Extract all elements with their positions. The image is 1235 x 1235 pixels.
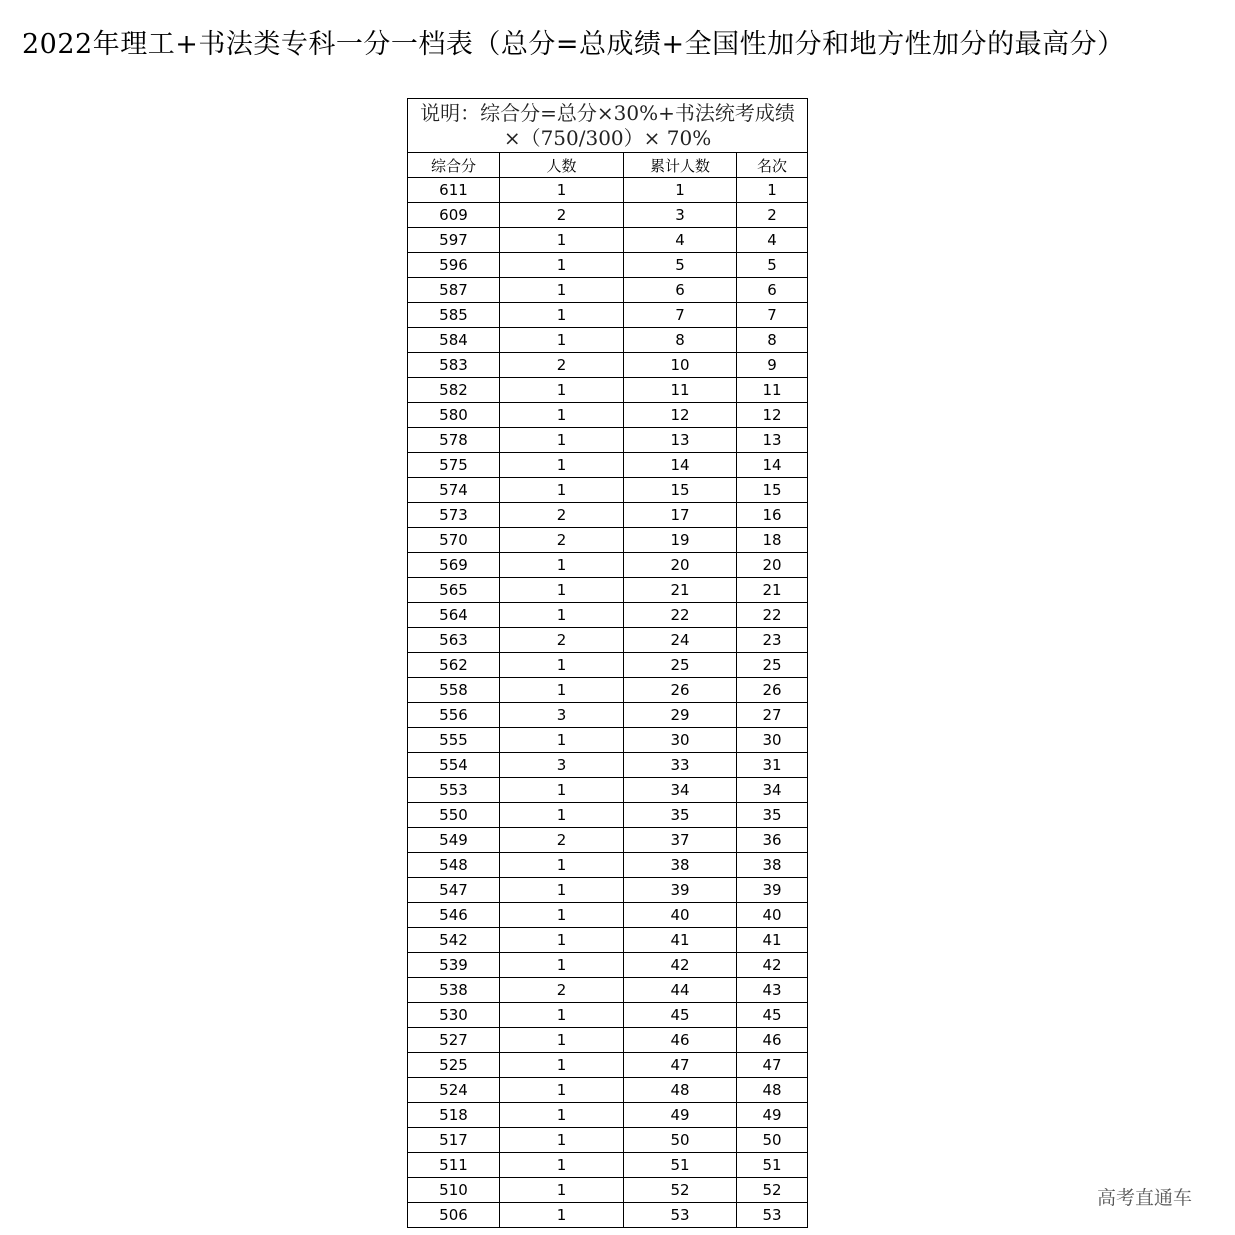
cell-rank: 50 <box>737 1128 808 1153</box>
cell-composite-score: 596 <box>408 253 500 278</box>
cell-count: 1 <box>500 653 624 678</box>
table-row <box>408 1078 808 1103</box>
table-row <box>408 478 808 503</box>
cell-composite-score: 524 <box>408 1078 500 1103</box>
cell-cumulative: 46 <box>624 1028 737 1053</box>
cell-rank: 20 <box>737 553 808 578</box>
cell-count: 2 <box>500 828 624 853</box>
cell-count: 1 <box>500 853 624 878</box>
cell-composite-score: 546 <box>408 903 500 928</box>
cell-cumulative: 41 <box>624 928 737 953</box>
cell-rank: 43 <box>737 978 808 1003</box>
cell-rank: 4 <box>737 228 808 253</box>
cell-cumulative: 42 <box>624 953 737 978</box>
cell-cumulative: 13 <box>624 428 737 453</box>
cell-count: 1 <box>500 1178 624 1203</box>
cell-composite-score: 539 <box>408 953 500 978</box>
cell-composite-score: 583 <box>408 353 500 378</box>
column-header-count: 人数 <box>500 153 624 178</box>
cell-rank: 53 <box>737 1203 808 1228</box>
cell-count: 1 <box>500 253 624 278</box>
table-row <box>408 728 808 753</box>
cell-rank: 51 <box>737 1153 808 1178</box>
cell-count: 1 <box>500 1003 624 1028</box>
table-body <box>408 178 808 1228</box>
cell-composite-score: 554 <box>408 753 500 778</box>
cell-rank: 45 <box>737 1003 808 1028</box>
cell-count: 1 <box>500 928 624 953</box>
table-row <box>408 303 808 328</box>
table-row <box>408 1128 808 1153</box>
cell-cumulative: 25 <box>624 653 737 678</box>
cell-composite-score: 517 <box>408 1128 500 1153</box>
cell-rank: 21 <box>737 578 808 603</box>
table-row <box>408 553 808 578</box>
cell-count: 1 <box>500 578 624 603</box>
cell-cumulative: 22 <box>624 603 737 628</box>
cell-composite-score: 562 <box>408 653 500 678</box>
cell-composite-score: 565 <box>408 578 500 603</box>
cell-composite-score: 580 <box>408 403 500 428</box>
cell-count: 1 <box>500 1028 624 1053</box>
cell-cumulative: 3 <box>624 203 737 228</box>
cell-rank: 15 <box>737 478 808 503</box>
table-row <box>408 228 808 253</box>
cell-count: 2 <box>500 503 624 528</box>
cell-count: 2 <box>500 978 624 1003</box>
cell-count: 1 <box>500 1153 624 1178</box>
cell-count: 1 <box>500 553 624 578</box>
watermark: 高考直通车 <box>1097 1187 1193 1209</box>
cell-rank: 26 <box>737 678 808 703</box>
cell-cumulative: 17 <box>624 503 737 528</box>
table-row <box>408 353 808 378</box>
table-note-line-1: 说明：综合分=总分×30%+书法统考成绩 <box>420 100 795 125</box>
cell-cumulative: 19 <box>624 528 737 553</box>
cell-cumulative: 11 <box>624 378 737 403</box>
cell-composite-score: 578 <box>408 428 500 453</box>
cell-count: 1 <box>500 1128 624 1153</box>
cell-count: 1 <box>500 328 624 353</box>
cell-rank: 52 <box>737 1178 808 1203</box>
table-note-line-2: ×（750/300）× 70% <box>503 125 712 150</box>
table-row <box>408 428 808 453</box>
cell-cumulative: 12 <box>624 403 737 428</box>
cell-composite-score: 511 <box>408 1153 500 1178</box>
cell-composite-score: 564 <box>408 603 500 628</box>
cell-rank: 1 <box>737 178 808 203</box>
cell-composite-score: 582 <box>408 378 500 403</box>
cell-count: 2 <box>500 353 624 378</box>
table-row <box>408 678 808 703</box>
table-row <box>408 328 808 353</box>
cell-cumulative: 51 <box>624 1153 737 1178</box>
cell-composite-score: 550 <box>408 803 500 828</box>
table-row <box>408 403 808 428</box>
cell-count: 1 <box>500 278 624 303</box>
cell-cumulative: 34 <box>624 778 737 803</box>
cell-composite-score: 530 <box>408 1003 500 1028</box>
table-row <box>408 453 808 478</box>
cell-cumulative: 48 <box>624 1078 737 1103</box>
cell-count: 1 <box>500 1203 624 1228</box>
cell-rank: 22 <box>737 603 808 628</box>
cell-count: 1 <box>500 1103 624 1128</box>
cell-rank: 5 <box>737 253 808 278</box>
table-row <box>408 928 808 953</box>
cell-cumulative: 21 <box>624 578 737 603</box>
table-row <box>408 1028 808 1053</box>
cell-composite-score: 587 <box>408 278 500 303</box>
cell-rank: 38 <box>737 853 808 878</box>
cell-composite-score: 570 <box>408 528 500 553</box>
cell-cumulative: 8 <box>624 328 737 353</box>
cell-count: 2 <box>500 528 624 553</box>
cell-cumulative: 10 <box>624 353 737 378</box>
score-table <box>407 98 808 1228</box>
cell-cumulative: 24 <box>624 628 737 653</box>
cell-rank: 14 <box>737 453 808 478</box>
cell-composite-score: 585 <box>408 303 500 328</box>
cell-cumulative: 33 <box>624 753 737 778</box>
table-row <box>408 378 808 403</box>
cell-count: 1 <box>500 1053 624 1078</box>
cell-rank: 7 <box>737 303 808 328</box>
cell-count: 2 <box>500 628 624 653</box>
cell-cumulative: 53 <box>624 1203 737 1228</box>
cell-count: 1 <box>500 1078 624 1103</box>
cell-rank: 40 <box>737 903 808 928</box>
cell-rank: 23 <box>737 628 808 653</box>
table-row <box>408 578 808 603</box>
cell-cumulative: 40 <box>624 903 737 928</box>
cell-rank: 30 <box>737 728 808 753</box>
cell-composite-score: 548 <box>408 853 500 878</box>
cell-composite-score: 555 <box>408 728 500 753</box>
cell-composite-score: 542 <box>408 928 500 953</box>
cell-composite-score: 547 <box>408 878 500 903</box>
cell-cumulative: 7 <box>624 303 737 328</box>
cell-rank: 41 <box>737 928 808 953</box>
table-header-row <box>408 153 808 178</box>
cell-rank: 12 <box>737 403 808 428</box>
cell-composite-score: 527 <box>408 1028 500 1053</box>
table-row <box>408 903 808 928</box>
cell-count: 2 <box>500 203 624 228</box>
cell-rank: 13 <box>737 428 808 453</box>
cell-rank: 2 <box>737 203 808 228</box>
cell-cumulative: 4 <box>624 228 737 253</box>
cell-count: 1 <box>500 678 624 703</box>
table-row <box>408 978 808 1003</box>
cell-count: 1 <box>500 953 624 978</box>
cell-count: 1 <box>500 603 624 628</box>
cell-rank: 16 <box>737 503 808 528</box>
cell-rank: 18 <box>737 528 808 553</box>
cell-composite-score: 549 <box>408 828 500 853</box>
cell-cumulative: 38 <box>624 853 737 878</box>
cell-cumulative: 35 <box>624 803 737 828</box>
table-row <box>408 953 808 978</box>
cell-cumulative: 6 <box>624 278 737 303</box>
cell-rank: 6 <box>737 278 808 303</box>
cell-rank: 9 <box>737 353 808 378</box>
cell-cumulative: 20 <box>624 553 737 578</box>
cell-composite-score: 525 <box>408 1053 500 1078</box>
cell-rank: 48 <box>737 1078 808 1103</box>
cell-rank: 8 <box>737 328 808 353</box>
table-row <box>408 253 808 278</box>
table-row <box>408 1103 808 1128</box>
table-row <box>408 753 808 778</box>
cell-composite-score: 597 <box>408 228 500 253</box>
cell-cumulative: 45 <box>624 1003 737 1028</box>
cell-composite-score: 506 <box>408 1203 500 1228</box>
cell-cumulative: 44 <box>624 978 737 1003</box>
cell-count: 1 <box>500 878 624 903</box>
table-row <box>408 1203 808 1228</box>
cell-cumulative: 37 <box>624 828 737 853</box>
cell-rank: 25 <box>737 653 808 678</box>
cell-cumulative: 30 <box>624 728 737 753</box>
cell-composite-score: 569 <box>408 553 500 578</box>
cell-cumulative: 29 <box>624 703 737 728</box>
table-row <box>408 853 808 878</box>
cell-composite-score: 574 <box>408 478 500 503</box>
cell-count: 1 <box>500 478 624 503</box>
cell-count: 3 <box>500 753 624 778</box>
cell-rank: 35 <box>737 803 808 828</box>
cell-composite-score: 556 <box>408 703 500 728</box>
cell-cumulative: 14 <box>624 453 737 478</box>
cell-count: 1 <box>500 778 624 803</box>
cell-count: 1 <box>500 903 624 928</box>
cell-composite-score: 584 <box>408 328 500 353</box>
cell-count: 1 <box>500 728 624 753</box>
table-row <box>408 278 808 303</box>
table-row <box>408 1178 808 1203</box>
cell-rank: 27 <box>737 703 808 728</box>
cell-rank: 42 <box>737 953 808 978</box>
cell-count: 1 <box>500 303 624 328</box>
cell-composite-score: 510 <box>408 1178 500 1203</box>
cell-count: 1 <box>500 228 624 253</box>
table-row <box>408 878 808 903</box>
cell-composite-score: 538 <box>408 978 500 1003</box>
cell-count: 1 <box>500 178 624 203</box>
table-row <box>408 803 808 828</box>
cell-composite-score: 558 <box>408 678 500 703</box>
cell-cumulative: 26 <box>624 678 737 703</box>
cell-rank: 47 <box>737 1053 808 1078</box>
table-row <box>408 528 808 553</box>
table-row <box>408 603 808 628</box>
cell-count: 1 <box>500 378 624 403</box>
cell-composite-score: 573 <box>408 503 500 528</box>
cell-count: 1 <box>500 403 624 428</box>
cell-rank: 39 <box>737 878 808 903</box>
table-row <box>408 503 808 528</box>
table-note <box>408 99 808 153</box>
cell-cumulative: 52 <box>624 1178 737 1203</box>
table-row <box>408 703 808 728</box>
cell-rank: 31 <box>737 753 808 778</box>
cell-composite-score: 553 <box>408 778 500 803</box>
cell-composite-score: 563 <box>408 628 500 653</box>
cell-rank: 46 <box>737 1028 808 1053</box>
table-row <box>408 828 808 853</box>
column-header-cumulative: 累计人数 <box>624 153 737 178</box>
cell-cumulative: 50 <box>624 1128 737 1153</box>
table-row <box>408 1153 808 1178</box>
cell-count: 3 <box>500 703 624 728</box>
cell-cumulative: 39 <box>624 878 737 903</box>
cell-rank: 49 <box>737 1103 808 1128</box>
table-row <box>408 778 808 803</box>
table-row <box>408 1003 808 1028</box>
table-row <box>408 653 808 678</box>
cell-cumulative: 5 <box>624 253 737 278</box>
table-row <box>408 1053 808 1078</box>
cell-rank: 11 <box>737 378 808 403</box>
cell-rank: 34 <box>737 778 808 803</box>
cell-composite-score: 609 <box>408 203 500 228</box>
table-row <box>408 178 808 203</box>
table-row <box>408 203 808 228</box>
cell-cumulative: 47 <box>624 1053 737 1078</box>
page-title: 2022年理工+书法类专科一分一档表（总分=总成绩+全国性加分和地方性加分的最高分） <box>22 29 1125 60</box>
cell-composite-score: 518 <box>408 1103 500 1128</box>
cell-cumulative: 49 <box>624 1103 737 1128</box>
cell-count: 1 <box>500 453 624 478</box>
table-row <box>408 628 808 653</box>
cell-composite-score: 575 <box>408 453 500 478</box>
cell-cumulative: 15 <box>624 478 737 503</box>
cell-count: 1 <box>500 428 624 453</box>
cell-composite-score: 611 <box>408 178 500 203</box>
column-header-composite-score: 综合分 <box>408 153 500 178</box>
cell-count: 1 <box>500 803 624 828</box>
cell-cumulative: 1 <box>624 178 737 203</box>
cell-rank: 36 <box>737 828 808 853</box>
column-header-rank: 名次 <box>737 153 808 178</box>
